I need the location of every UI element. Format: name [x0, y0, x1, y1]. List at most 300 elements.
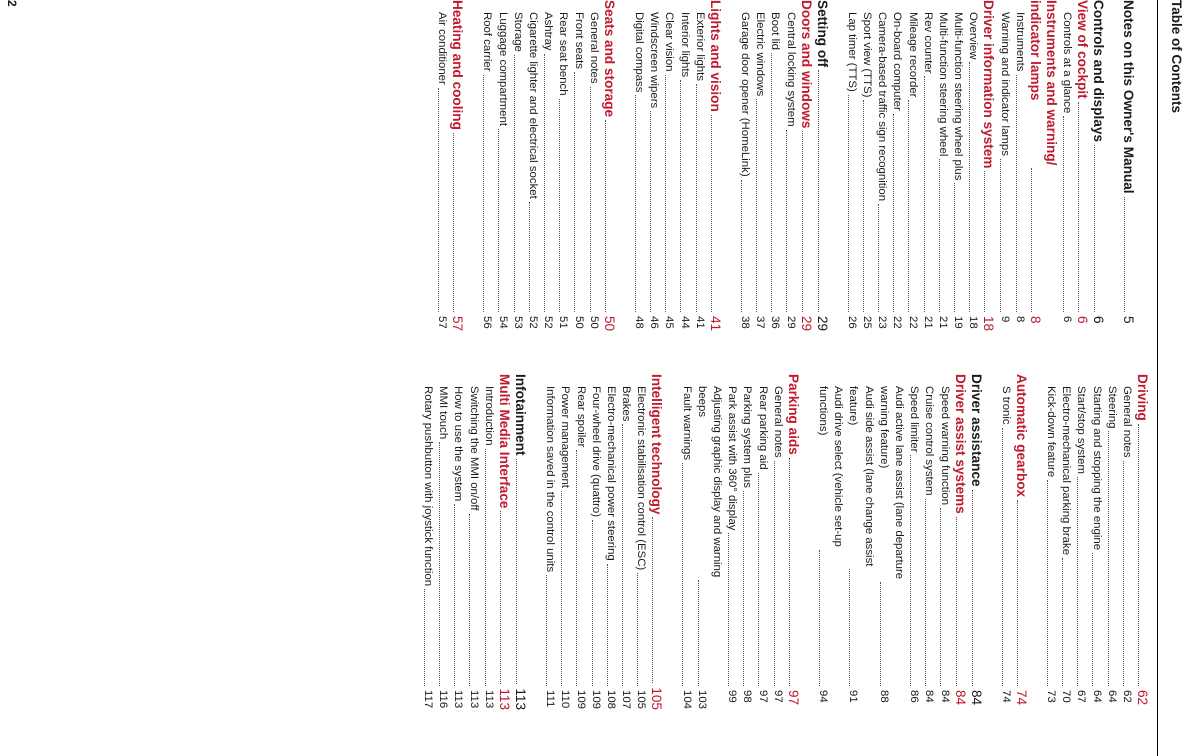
- toc-entry-page: 74: [1013, 690, 1029, 706]
- dot-leader: [1047, 480, 1048, 686]
- toc-entry-page: 64: [1090, 690, 1103, 703]
- toc-entry-page: 29: [784, 316, 797, 329]
- toc-entry[interactable]: [770, 374, 785, 710]
- dot-leader: [424, 589, 425, 686]
- toc-entry-page: 73: [1044, 690, 1057, 703]
- toc-entry-page: 51: [557, 316, 570, 329]
- toc-entry-page: 18: [981, 316, 997, 332]
- dot-leader: [576, 450, 577, 686]
- toc-entry-page: 97: [785, 690, 801, 706]
- toc-entry-title: How to use the system: [452, 386, 465, 502]
- dot-leader: [637, 573, 638, 686]
- toc-entry-page: 56: [481, 316, 494, 329]
- toc-entry[interactable]: [570, 0, 585, 336]
- toc-entry-title: General notes: [771, 386, 784, 458]
- toc-entry-page: 105: [635, 690, 648, 710]
- toc-entry-title: Seats and storage: [601, 0, 617, 118]
- toc-entry[interactable]: [739, 374, 754, 710]
- toc-entry-page: 41: [707, 316, 723, 332]
- toc-entry-page: 113: [496, 688, 512, 710]
- toc-entry-title: Parking aids: [785, 374, 801, 455]
- toc-chapter-heading[interactable]: [952, 374, 968, 710]
- toc-entry-title: Cruise control system: [923, 386, 936, 496]
- toc-entry-title: Windscreen wipers: [648, 12, 661, 109]
- toc-entry[interactable]: [950, 0, 965, 336]
- dot-leader: [1002, 428, 1003, 686]
- dot-leader: [756, 99, 757, 312]
- dot-leader: [559, 99, 560, 312]
- toc-entry-title: Sport view (TTS): [860, 12, 873, 98]
- toc-section-heading[interactable]: [512, 374, 528, 710]
- dot-leader: [622, 424, 623, 686]
- toc-entry-page: 62: [1135, 690, 1150, 706]
- toc-entry-title: Front seats: [572, 12, 585, 69]
- toc-entry-title: Electro-mechanical parking brake: [1060, 386, 1073, 556]
- toc-entry-title: Speed warning function: [938, 386, 951, 506]
- dot-leader: [516, 459, 517, 685]
- toc-entry-page: 5: [1121, 316, 1136, 324]
- toc-chapter-heading[interactable]: [980, 0, 996, 336]
- toc-entry-page: 50: [601, 316, 617, 332]
- toc-entry-page: 23: [876, 316, 889, 329]
- toc-entry[interactable]: [572, 374, 587, 710]
- toc-entry-page: 44: [678, 316, 691, 329]
- toc-entry-page: 48: [632, 316, 645, 329]
- toc-entry[interactable]: [588, 374, 603, 710]
- toc-entry-title: Lap timer (TTS): [845, 12, 858, 92]
- toc-entry-title: Electric windows: [754, 12, 767, 97]
- toc-entry-page: 94: [816, 690, 829, 703]
- dot-leader: [711, 115, 712, 312]
- dot-leader: [561, 491, 562, 686]
- toc-entry-title: Electro-mechanical power steering: [604, 386, 617, 561]
- toc-entry-title: Rear parking aid: [756, 386, 769, 470]
- dot-leader: [1094, 145, 1095, 312]
- dot-leader: [910, 455, 911, 686]
- toc-entry-title: Information saved in the control units: [544, 386, 557, 573]
- toc-entry-title: Garage door opener (HomeLink): [738, 12, 751, 177]
- page-number: 2: [5, 0, 19, 7]
- toc-entry-title: Instruments and warning/ indicator lamps: [1027, 0, 1059, 166]
- toc-entry-page: 74: [999, 690, 1012, 703]
- toc-entry-title: Doors and windows: [798, 0, 814, 129]
- toc-entry[interactable]: [1088, 374, 1103, 710]
- toc-entry-title: Four-wheel drive (quattro): [589, 386, 602, 518]
- dot-leader: [529, 202, 530, 312]
- toc-entry[interactable]: [782, 0, 797, 336]
- toc-entry[interactable]: [450, 374, 465, 710]
- dot-leader: [652, 517, 653, 683]
- toc-entry[interactable]: [618, 374, 633, 710]
- dot-leader: [954, 183, 955, 312]
- toc-entry-page: 84: [952, 690, 968, 706]
- toc-entry-page: 41: [693, 316, 706, 329]
- toc-entry-title: Notes on this Owner's Manual: [1121, 0, 1136, 194]
- toc-entry-title: Roof carrier: [481, 12, 494, 72]
- dot-leader: [1092, 553, 1093, 686]
- toc-entry-title: Driver assistance: [968, 374, 984, 487]
- toc-entry-title: Audi active lane assist (lane departure warning feature): [877, 386, 905, 580]
- toc-entry-title: Warning and indicator lamps: [998, 12, 1011, 156]
- toc-entry-title: Park assist with 360° display: [726, 386, 739, 531]
- toc-entry[interactable]: [874, 0, 889, 336]
- toc-entry[interactable]: [420, 374, 435, 710]
- toc-chapter-heading[interactable]: [1013, 374, 1029, 710]
- toc-entry[interactable]: [904, 0, 919, 336]
- toc-entry[interactable]: [631, 0, 646, 336]
- toc-entry[interactable]: [466, 374, 481, 710]
- dot-leader: [940, 508, 941, 686]
- toc-entry-title: Intelligent technology: [649, 374, 665, 515]
- dot-leader: [908, 100, 909, 312]
- toc-entry[interactable]: [845, 374, 875, 710]
- toc-entry[interactable]: [676, 0, 691, 336]
- toc-entry-title: Infotainment: [512, 374, 528, 456]
- toc-entry[interactable]: [936, 374, 951, 710]
- toc-column-left: [434, 0, 1150, 336]
- toc-entry[interactable]: [557, 374, 572, 710]
- toc-entry-page: 109: [589, 690, 602, 710]
- toc-entry-title: Rotary pushbutton with joystick function: [422, 386, 435, 587]
- dot-leader: [848, 95, 849, 312]
- toc-entry-page: 21: [921, 316, 934, 329]
- toc-entry-title: Luggage compartment: [496, 12, 509, 126]
- toc-entry-title: Boot lid: [769, 12, 782, 50]
- dot-leader: [439, 442, 440, 686]
- toc-entry-page: 113: [452, 690, 465, 709]
- toc-entry-title: Brakes: [620, 386, 633, 422]
- dot-leader: [1062, 558, 1063, 686]
- toc-entry[interactable]: [692, 0, 707, 336]
- dot-leader: [454, 504, 455, 686]
- toc-entry-page: 25: [860, 316, 873, 329]
- toc-entry[interactable]: [1012, 0, 1027, 336]
- toc-entry-page: 97: [756, 690, 769, 703]
- toc-section-heading[interactable]: [1120, 0, 1136, 336]
- toc-entry-page: 88: [877, 690, 890, 703]
- toc-entry-page: 70: [1060, 690, 1073, 703]
- toc-entry[interactable]: [844, 0, 859, 336]
- toc-entry[interactable]: [998, 374, 1013, 710]
- toc-entry-title: Switching the MMI on/off: [467, 386, 480, 511]
- toc-entry-page: 21: [936, 316, 949, 329]
- toc-chapter-heading[interactable]: [449, 0, 465, 336]
- toc-entry-page: 103: [695, 690, 708, 710]
- dot-leader: [924, 76, 925, 312]
- toc-entry[interactable]: [481, 374, 496, 710]
- toc-entry[interactable]: [889, 0, 904, 336]
- toc-entry-title: Adjusting graphic display and warning beeps: [695, 386, 723, 578]
- toc-entry-title: Storage: [511, 12, 524, 52]
- toc-entry[interactable]: [724, 374, 739, 710]
- toc-entry-page: 84: [923, 690, 936, 703]
- dot-leader: [849, 569, 850, 686]
- dot-leader: [728, 533, 729, 686]
- toc-entry-page: 45: [663, 316, 676, 329]
- dot-leader: [984, 171, 985, 312]
- toc-entry[interactable]: [494, 0, 509, 336]
- toc-entry[interactable]: [542, 374, 557, 710]
- dot-leader: [470, 514, 471, 686]
- toc-entry-page: 57: [450, 316, 466, 332]
- toc-entry-title: Heating and cooling: [450, 0, 466, 130]
- dot-leader: [1108, 431, 1109, 686]
- dot-leader: [802, 131, 803, 312]
- dot-leader: [514, 55, 515, 312]
- toc-entry[interactable]: [633, 374, 648, 710]
- dot-leader: [592, 520, 593, 686]
- toc-entry-title: Introduction: [482, 386, 495, 446]
- dot-leader: [1077, 477, 1078, 686]
- dot-leader: [789, 458, 790, 686]
- dot-leader: [682, 463, 683, 686]
- toc-entry[interactable]: [767, 0, 782, 336]
- dot-leader: [956, 517, 957, 686]
- toc-entry-title: Kick-down feature: [1044, 386, 1057, 478]
- toc-entry-title: Camera-based traffic sign recognition: [876, 12, 889, 202]
- toc-chapter-heading[interactable]: [496, 374, 512, 710]
- dot-leader: [1000, 159, 1001, 312]
- toc-entry-page: 37: [754, 316, 767, 329]
- toc-entry-title: Overview: [967, 12, 980, 60]
- toc-entry[interactable]: [479, 0, 494, 336]
- toc-entry-title: Central locking system: [784, 12, 797, 127]
- toc-entry-title: Exterior lights: [693, 12, 706, 82]
- dot-leader: [1124, 197, 1125, 312]
- toc-entry[interactable]: [525, 0, 540, 336]
- toc-entry-page: 46: [648, 316, 661, 329]
- toc-entry-title: Controls and displays: [1091, 0, 1106, 143]
- toc-entry-page: 113: [482, 690, 495, 709]
- toc-entry-title: Start/stop system: [1075, 386, 1088, 474]
- toc-chapter-heading[interactable]: [798, 0, 814, 336]
- toc-entry-page: 8: [1027, 316, 1043, 324]
- toc-chapter-heading[interactable]: [1074, 0, 1090, 336]
- toc-entry-title: Steering: [1105, 386, 1118, 429]
- dot-leader: [485, 449, 486, 686]
- dot-leader: [1138, 424, 1139, 686]
- toc-entry-page: 110: [559, 690, 572, 709]
- toc-column-right: [420, 374, 1150, 710]
- toc-entry-page: 108: [604, 690, 617, 710]
- toc-entry[interactable]: [694, 374, 724, 710]
- toc-entry[interactable]: [996, 0, 1011, 336]
- dot-leader: [590, 87, 591, 312]
- toc-entry[interactable]: [586, 0, 601, 336]
- dot-leader: [1123, 461, 1124, 686]
- toc-entry[interactable]: [920, 0, 935, 336]
- toc-section-heading[interactable]: [814, 0, 830, 336]
- toc-entry-page: 22: [891, 316, 904, 329]
- toc-entry-title: Driver information system: [981, 0, 997, 169]
- toc-entry-title: On-board computer: [891, 12, 904, 111]
- dot-leader: [1063, 116, 1064, 312]
- toc-entry[interactable]: [906, 374, 921, 710]
- toc-entry-page: 18: [967, 316, 980, 329]
- toc-entry-page: 104: [680, 690, 693, 710]
- toc-entry[interactable]: [555, 0, 570, 336]
- toc-entry[interactable]: [1059, 0, 1074, 336]
- toc-entry-page: 105: [649, 687, 665, 710]
- toc-entry[interactable]: [1104, 374, 1119, 710]
- dot-leader: [698, 580, 699, 686]
- toc-entry[interactable]: [965, 0, 980, 336]
- dot-leader: [635, 95, 636, 312]
- toc-chapter-heading[interactable]: [707, 0, 723, 336]
- toc-section-heading[interactable]: [968, 374, 984, 710]
- toc-chapter-heading[interactable]: [648, 374, 664, 710]
- dot-leader: [498, 129, 499, 312]
- dot-leader: [696, 84, 697, 312]
- toc-entry-page: 57: [436, 316, 449, 329]
- toc-entry-title: Ashtray: [542, 12, 555, 51]
- toc-entry-title: Setting off: [814, 0, 830, 68]
- toc-entry[interactable]: [876, 374, 906, 710]
- header-rule: [1157, 0, 1158, 756]
- toc-entry[interactable]: [1073, 374, 1088, 710]
- toc-entry-title: Audi drive select (vehicle set-up functions): [816, 386, 845, 547]
- toc-entry[interactable]: [752, 0, 767, 336]
- toc-entry-title: View of cockpit: [1075, 0, 1090, 99]
- dot-leader: [1078, 102, 1079, 312]
- toc-entry-page: 113: [512, 688, 528, 710]
- toc-entry-title: Multi-function steering wheel: [936, 12, 949, 157]
- toc-entry[interactable]: [859, 0, 874, 336]
- toc-entry-title: Starting and stopping the engine: [1090, 386, 1103, 551]
- toc-entry-page: 52: [526, 316, 539, 329]
- toc-entry-title: Digital compass: [632, 12, 645, 93]
- toc-entry[interactable]: [678, 374, 693, 710]
- toc-entry[interactable]: [754, 374, 769, 710]
- toc-entry-title: General notes: [1121, 386, 1133, 458]
- toc-entry-page: 22: [906, 316, 919, 329]
- toc-entry[interactable]: [540, 0, 555, 336]
- dot-leader: [880, 582, 881, 686]
- toc-entry-title: General notes: [587, 12, 600, 84]
- toc-entry-title: Electronic stabilisation control (ESC): [635, 386, 648, 571]
- dot-leader: [680, 80, 681, 312]
- toc-entry-title: Clear vision: [663, 12, 676, 72]
- dot-leader: [786, 130, 787, 312]
- toc-entry[interactable]: [1119, 374, 1134, 710]
- toc-entry[interactable]: [935, 0, 950, 336]
- dot-leader: [878, 204, 879, 312]
- dot-leader: [819, 550, 820, 686]
- toc-entry-title: Power management: [559, 386, 572, 488]
- dot-leader: [818, 70, 819, 312]
- toc-entry-title: Interior lights: [678, 12, 691, 78]
- dot-leader: [893, 114, 894, 312]
- toc-entry[interactable]: [1058, 374, 1073, 710]
- toc-entry-title: Automatic gearbox: [1013, 374, 1029, 498]
- dot-leader: [453, 133, 454, 312]
- toc-entry[interactable]: [737, 0, 752, 336]
- toc-entry-page: 50: [587, 316, 600, 329]
- dot-leader: [1016, 75, 1017, 312]
- toc-entry[interactable]: [661, 0, 676, 336]
- toc-entry-title: S tronic: [999, 386, 1012, 425]
- toc-entry-page: 84: [968, 690, 984, 706]
- toc-entry[interactable]: [921, 374, 936, 710]
- toc-entry-page: 116: [437, 690, 450, 709]
- dot-leader: [500, 511, 501, 684]
- toc-entry-title: Rear seat bench: [557, 12, 570, 96]
- toc-entry[interactable]: [510, 0, 525, 336]
- dot-leader: [972, 490, 973, 686]
- dot-leader: [544, 54, 545, 312]
- dot-leader: [438, 88, 439, 312]
- dot-leader: [665, 75, 666, 312]
- toc-entry[interactable]: [1043, 374, 1058, 710]
- toc-entry-page: 67: [1075, 690, 1088, 703]
- dot-leader: [758, 473, 759, 686]
- toc-entry-page: 86: [908, 690, 921, 703]
- toc-entry-page: 109: [574, 690, 587, 710]
- dot-leader: [574, 72, 575, 312]
- toc-entry-page: 84: [938, 690, 951, 703]
- toc-entry-title: Controls at a glance: [1061, 12, 1073, 114]
- toc-entry-title: Parking system plus: [741, 386, 754, 488]
- toc-entry[interactable]: [815, 374, 845, 710]
- toc-entry-page: 97: [771, 690, 784, 703]
- dot-leader: [546, 575, 547, 686]
- dot-leader: [771, 53, 772, 312]
- toc-chapter-heading[interactable]: [1027, 0, 1059, 336]
- toc-chapter-heading[interactable]: [1134, 374, 1150, 710]
- toc-entry-page: 111: [544, 690, 557, 708]
- dot-leader: [969, 62, 970, 312]
- toc-entry[interactable]: [434, 0, 449, 336]
- dot-leader: [741, 180, 742, 312]
- toc-entry-page: 99: [726, 690, 739, 703]
- toc-entry-page: 29: [814, 316, 830, 332]
- dot-leader: [774, 461, 775, 686]
- dot-leader: [863, 100, 864, 312]
- toc-entry-page: 54: [496, 316, 509, 329]
- toc-entry-page: 98: [741, 690, 754, 703]
- toc-entry-page: 107: [620, 690, 633, 710]
- toc-entry-title: Air conditioner: [436, 12, 449, 85]
- toc-entry[interactable]: [435, 374, 450, 710]
- toc-entry[interactable]: [646, 0, 661, 336]
- toc-entry-title: Lights and vision: [707, 0, 723, 112]
- toc-entry-title: Mileage recorder: [906, 12, 919, 98]
- toc-entry-title: Multi-function steering wheel plus: [952, 12, 965, 181]
- toc-entry-title: Rear spoiler: [574, 386, 587, 448]
- toc-entry-page: 36: [769, 316, 782, 329]
- toc-chapter-heading[interactable]: [601, 0, 617, 336]
- toc-entry-title: Cigarette lighter and electrical socket: [526, 12, 539, 199]
- dot-leader: [925, 499, 926, 686]
- toc-entry-page: 53: [511, 316, 524, 329]
- toc-entry-title: Speed limiter: [908, 386, 921, 453]
- dot-leader: [483, 75, 484, 312]
- toc-chapter-heading[interactable]: [785, 374, 801, 710]
- toc-entry-page: 117: [422, 690, 435, 709]
- toc-entry-page: 9: [998, 316, 1011, 323]
- toc-section-heading[interactable]: [1090, 0, 1106, 336]
- dot-leader: [650, 111, 651, 312]
- toc-entry-page: 6: [1091, 316, 1106, 324]
- toc-entry-page: 52: [542, 316, 555, 329]
- toc-entry-page: 62: [1121, 690, 1133, 703]
- toc-entry-page: 29: [798, 316, 814, 332]
- toc-entry[interactable]: [603, 374, 618, 710]
- toc-entry-title: Instruments: [1013, 12, 1026, 72]
- toc-entry-page: 113: [467, 690, 480, 709]
- toc-entry-page: 64: [1105, 690, 1118, 703]
- toc-entry-title: Driving: [1135, 374, 1150, 421]
